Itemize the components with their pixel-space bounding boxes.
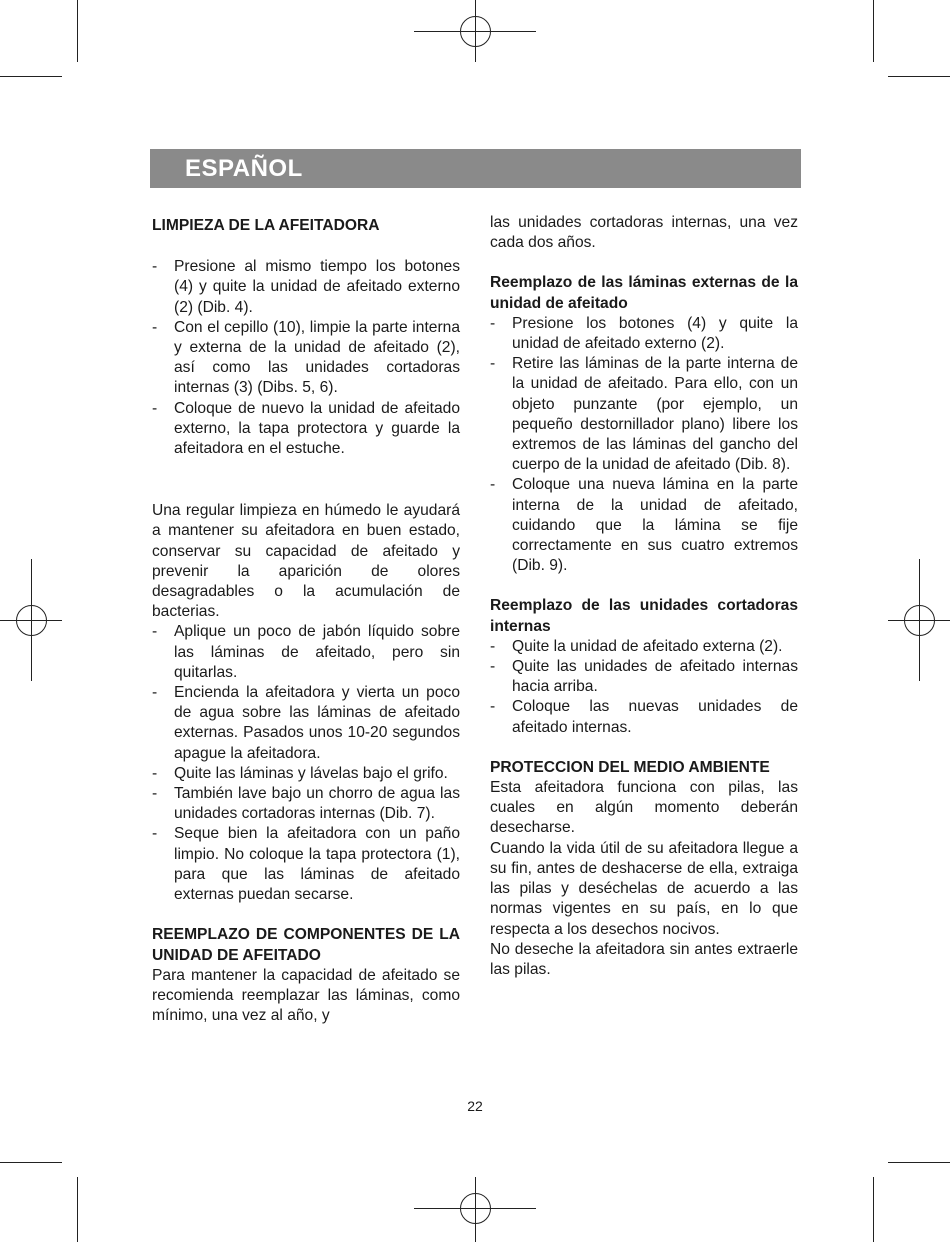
list-item: - Presione al mismo tiempo los botones (4) y quite la unidad de afeitado externo (2) (Dib. 4). xyxy=(152,258,460,316)
crop-mark xyxy=(0,1162,62,1163)
wet-cleaning-intro: Una regular limpieza en húmedo le ayudará a mantener su afeitadora en buen estado, conservar su capacidad de afeitado y prevenir la aparición de olores desagradables o la acumulación de bacterias. xyxy=(152,502,460,621)
list-item: - Coloque las nuevas unidades de afeitado internas. xyxy=(490,698,798,736)
page-number: 22 xyxy=(467,1098,483,1114)
heading-replacement: REEMPLAZO DE COMPONENTES DE LA UNIDAD DE AFEITADO xyxy=(152,926,460,964)
environment-paragraph: Cuando la vida útil de su afeitadora llegue a su fin, antes de deshacerse de ella, extraiga las pilas y deséchelas de acuerdo a las normas vigentes en su país, en lo que respecta a los desechos nocivos. xyxy=(490,839,798,938)
heading-environment: PROTECCION DEL MEDIO AMBIENTE xyxy=(490,758,770,776)
list-item: - Coloque una nueva lámina en la parte interna de la unidad de afeitado, cuidando que la lámina se fije correctamente en sus cuatro extremos (Dib. 9). xyxy=(490,476,798,575)
language-title: ESPAÑOL xyxy=(185,155,303,182)
crop-mark xyxy=(0,76,62,77)
heading-cleaning: LIMPIEZA DE LA AFEITADORA xyxy=(152,217,380,234)
list-item: - Quite las unidades de afeitado internas hacia arriba. xyxy=(490,658,798,696)
crop-mark xyxy=(873,0,874,62)
list-item: - Retire las láminas de la parte interna de la unidad de afeitado. Para ello, con un objeto punzante (por ejemplo, un pequeño destornillador plano) libere los extremos de las láminas del gancho del cuerpo de la unidad de afeitado (Dib. 8). xyxy=(490,355,798,474)
heading-cutter-replacement: Reemplazo de las unidades cortadoras internas xyxy=(490,597,798,635)
list-item: - Aplique un poco de jabón líquido sobre las láminas de afeitado, pero sin quitarlas. xyxy=(152,623,460,681)
list-item: - También lave bajo un chorro de agua las unidades cortadoras internas (Dib. 7). xyxy=(152,785,460,823)
replacement-intro-continued: las unidades cortadoras internas, una vez cada dos años. xyxy=(490,214,798,252)
list-item: - Presione los botones (4) y quite la unidad de afeitado externo (2). xyxy=(490,314,798,353)
crop-mark xyxy=(77,0,78,62)
list-item: - Quite la unidad de afeitado externa (2). xyxy=(490,637,783,655)
crop-mark xyxy=(873,1177,874,1242)
list-item: - Coloque de nuevo la unidad de afeitado externo, la tapa protectora y guarde la afeitadora en el estuche. xyxy=(152,399,460,458)
replacement-intro: Para mantener la capacidad de afeitado se recomienda reemplazar las láminas, como mínimo, una vez al año, y xyxy=(152,966,460,1025)
crop-mark xyxy=(77,1177,78,1242)
list-item: - Seque bien la afeitadora con un paño limpio. No coloque la tapa protectora (1), para que las láminas de afeitado externas puedan secarse. xyxy=(152,825,460,904)
list-item: - Con el cepillo (10), limpie la parte interna y externa de la unidad de afeitado (2), así como las unidades cortadoras internas (3) (Dibs. 5, 6). xyxy=(152,318,460,397)
list-item: - Quite las láminas y lávelas bajo el grifo. xyxy=(152,764,448,782)
crop-mark xyxy=(888,1162,950,1163)
environment-paragraph: No deseche la afeitadora sin antes extraerle las pilas. xyxy=(490,940,798,978)
right-column xyxy=(490,213,798,980)
left-column xyxy=(152,213,460,1026)
environment-paragraph: Esta afeitadora funciona con pilas, las cuales en algún momento deberán desecharse. xyxy=(490,779,798,837)
crop-mark xyxy=(888,76,950,77)
list-item: - Encienda la afeitadora y vierta un poco de agua sobre las láminas de afeitado externas. Pasados unos 10-20 segundos apague la afeitadora. xyxy=(152,684,460,762)
language-header-bar xyxy=(150,149,801,188)
heading-foil-replacement: Reemplazo de las láminas externas de la unidad de afeitado xyxy=(490,274,798,312)
